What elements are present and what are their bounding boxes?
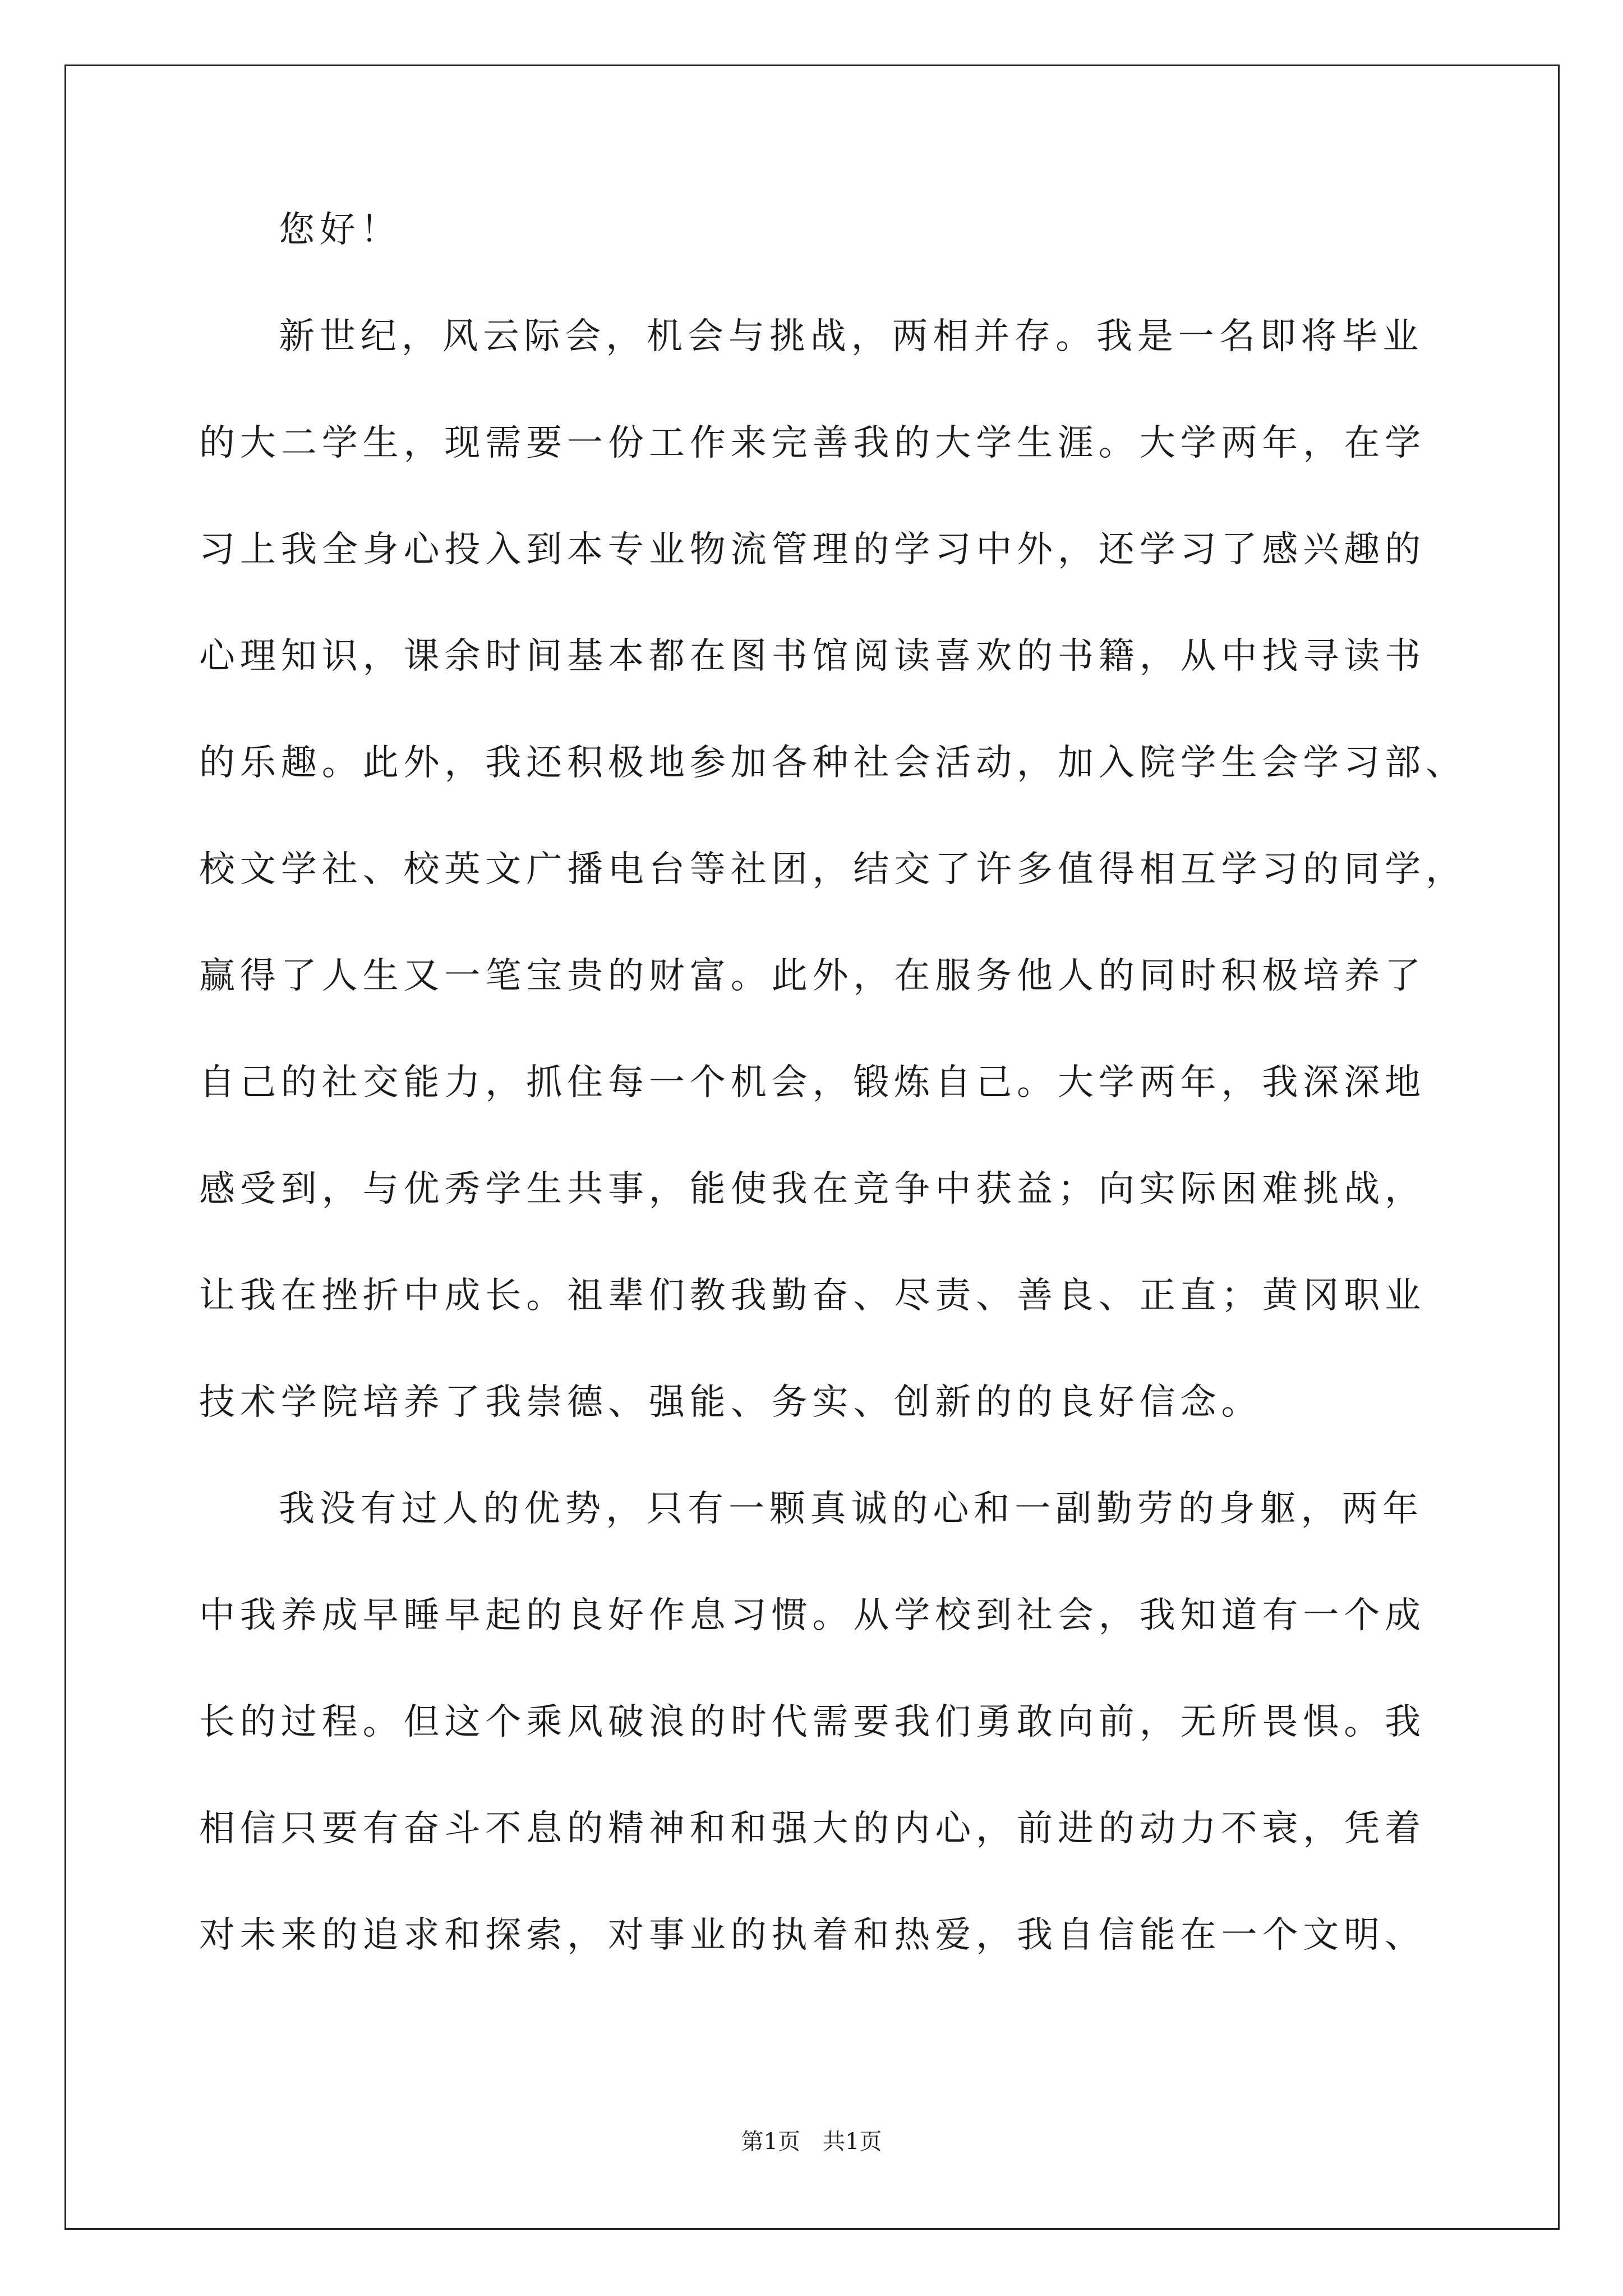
- paragraph-line: 对未来的追求和探索，对事业的执着和热爱，我自信能在一个文明、: [199, 1915, 1426, 1956]
- paragraph-line: 中我养成早睡早起的良好作息习惯。从学校到社会，我知道有一个成: [199, 1595, 1426, 1636]
- paragraph-line: 自己的社交能力，抓住每一个机会，锻炼自己。大学两年，我深深地: [199, 1062, 1426, 1103]
- page-border: [64, 65, 1560, 2230]
- paragraph-line: 我没有过人的优势，只有一颗真诚的心和一副勤劳的身躯，两年: [279, 1488, 1424, 1530]
- paragraph-line: 习上我全身心投入到本专业物流管理的学习中外，还学习了感兴趣的: [199, 529, 1426, 570]
- paragraph-line: 新世纪，风云际会，机会与挑战，两相并存。我是一名即将毕业: [279, 316, 1424, 357]
- paragraph-line: 心理知识，课余时间基本都在图书馆阅读喜欢的书籍，从中找寻读书: [199, 636, 1426, 677]
- page-number-footer: 第1页 共1页: [741, 2129, 882, 2155]
- paragraph-line: 技术学院培养了我崇德、强能、务实、创新的的良好信念。: [199, 1382, 1262, 1423]
- greeting-line: 您好！: [279, 209, 402, 251]
- paragraph-line: 相信只要有奋斗不息的精神和和强大的内心，前进的动力不衰，凭着: [199, 1808, 1426, 1849]
- paragraph-line: 的乐趣。此外，我还积极地参加各种社会活动，加入院学生会学习部、: [199, 742, 1467, 784]
- paragraph-line: 的大二学生，现需要一份工作来完善我的大学生涯。大学两年，在学: [199, 422, 1426, 464]
- paragraph-line: 赢得了人生又一笔宝贵的财富。此外，在服务他人的同时积极培养了: [199, 955, 1426, 997]
- paragraph-line: 让我在挫折中成长。祖辈们教我勤奋、尽责、善良、正直；黄冈职业: [199, 1275, 1426, 1317]
- paragraph-line: 感受到，与优秀学生共事，能使我在竞争中获益；向实际困难挑战，: [199, 1168, 1426, 1210]
- paragraph-line: 长的过程。但这个乘风破浪的时代需要我们勇敢向前，无所畏惧。我: [199, 1701, 1426, 1743]
- paragraph-line: 校文学社、校英文广播电台等社团，结交了许多值得相互学习的同学，: [199, 849, 1467, 890]
